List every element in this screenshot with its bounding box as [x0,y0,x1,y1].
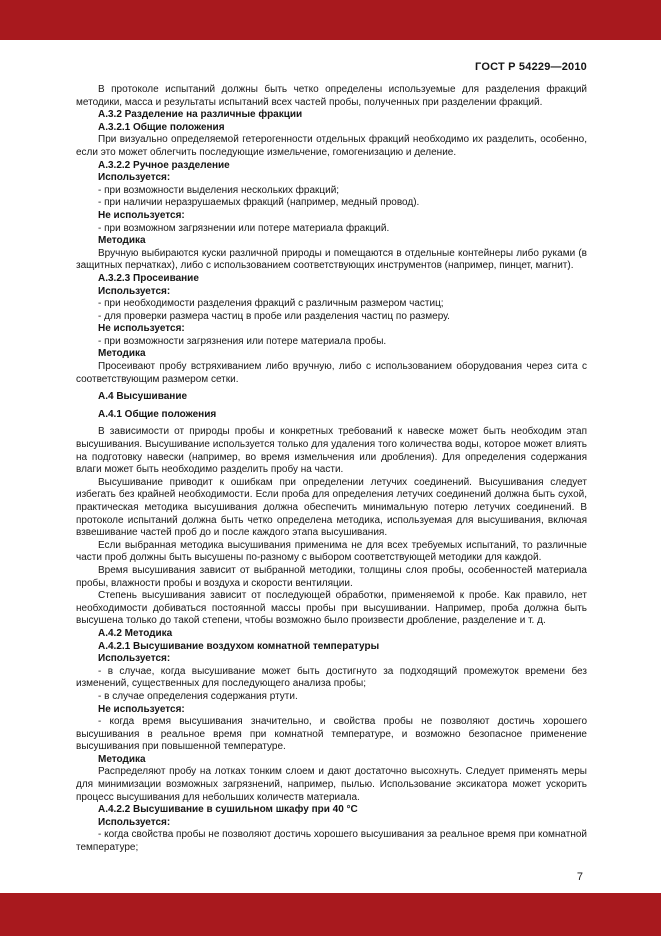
list-item: - когда время высушивания значительно, и свойства пробы не позволяют достичь хорошего высушивания в реальное время при комнатной температуре, и возможно безопасное применение высушивания при повышенной температуре. [76,716,587,753]
document-header: ГОСТ Р 54229—2010 [475,61,587,73]
paragraph: В протоколе испытаний должны быть четко определены используемые для разделения фракций методики, масса и результаты испытаний всех частей пробы, полученных при разделении фракций. [76,84,587,108]
bold-label: Не используется: [98,703,185,715]
list-item: - при наличии неразрушаемых фракций (например, медный провод). [98,197,420,209]
list-item: - в случае, когда высушивание может быть достигнуто за подходящий промежуток времени без изменений, существенных для последующего анализа пробы; [76,665,587,690]
page-number: 7 [576,871,583,883]
paragraph: Распределяют пробу на лотках тонким слоем и дают достаточно высохнуть. Следует применять меры для минимизации возможных загрязнений, например, пылью. Использование эксикатора может ускорить процесс высушивания для небольших количеств материала. [76,766,587,803]
bold-label: Методика [98,348,146,360]
list-item: - при возможном загрязнении или потере материала фракций. [98,222,390,234]
list-item: - при возможности загрязнения или потере материала пробы. [98,335,387,347]
bold-label: Методика [98,235,146,247]
heading: А.3.2.1 Общие положения [98,121,225,133]
heading: А.4.2.2 Высушивание в сушильном шкафу при 40 °С [98,804,358,816]
bottom-red-bar [0,893,661,936]
bold-label: Используется: [98,816,171,828]
paragraph: Просеивают пробу встряхиванием либо вручную, либо с использованием оборудования через сита с соответствующим размером сетки. [76,361,587,385]
document-body [76,84,587,855]
page-content [76,40,587,855]
bold-label: Используется: [98,653,171,665]
heading: А.3.2.2 Ручное разделение [98,159,230,171]
heading: А.3.2 Разделение на различные фракции [98,109,303,121]
list-item: - в случае определения содержания ртути. [98,690,298,702]
paragraph: В зависимости от природы пробы и конкретных требований к навеске может быть необходим этап высушивания. Высушивание используется только для удаления того количества воды, которое может влиять на подготовку навески (например, во время измельчения или дробления). Для определения содержания влаги может быть необходимо разделить пробу на части. [76,426,587,476]
section-heading: А.4.1 Общие положения [98,408,217,420]
section-heading: А.4 Высушивание [98,391,188,403]
paragraph: Время высушивания зависит от выбранной методики, толщины слоя пробы, особенностей материала пробы, влажности пробы и воздуха и скорости вентиляции. [76,564,587,589]
list-item: - когда свойства пробы не позволяют достичь хорошего высушивания за реальное время при комнатной температуре; [76,829,587,854]
bold-label: Используется: [98,285,171,297]
paragraph: Степень высушивания зависит от последующей обработки, применяемой к пробе. Как правило, нет необходимости добиваться постоянной массы пробы при высушивании. Например, проба должна быть высушена только до такой степени, чтобы возможно было произвести дробление, разделение и т. д. [76,590,587,627]
paragraph: При визуально определяемой гетерогенности отдельных фракций необходимо их разделить, особенно, если это может облегчить последующие измельчение, гомогенизацию и деление. [76,134,587,158]
heading: А.4.2 Методика [98,627,173,639]
heading: А.3.2.3 Просеивание [98,272,199,284]
list-item: - для проверки размера частиц в пробе или разделения частиц по размеру. [98,310,450,322]
list-item: - при возможности выделения нескольких фракций; [98,184,340,196]
bold-label: Методика [98,753,146,765]
paragraph: Если выбранная методика высушивания применима не для всех требуемых испытаний, то различные части проб должны быть высушены по-разному с выбором соответствующей методики для каждой. [76,539,587,564]
list-item: - при необходимости разделения фракций с различным размером частиц; [98,298,444,310]
bold-label: Не используется: [98,323,185,335]
heading: А.4.2.1 Высушивание воздухом комнатной температуры [98,640,380,652]
bold-label: Используется: [98,172,171,184]
paragraph: Вручную выбираются куски различной природы и помещаются в отдельные контейнеры либо руками (в защитных перчатках), либо с использованием соответствующих инструментов (например, пинцет, магнит). [76,247,587,272]
paragraph: Высушивание приводит к ошибкам при определении летучих соединений. Высушивания следует избегать без крайней необходимости. Если проба для определения летучих соединений должна быть сухой, практическая методика высушивания должна обеспечить минимальную потерю летучих соединений. В протоколе испытаний должна быть четко определена методика, используемая для высушивания, включая взвешивание частей проб до и после каждого этапа высушивания. [76,476,587,539]
bold-label: Не используется: [98,209,185,221]
top-red-bar [0,0,661,40]
